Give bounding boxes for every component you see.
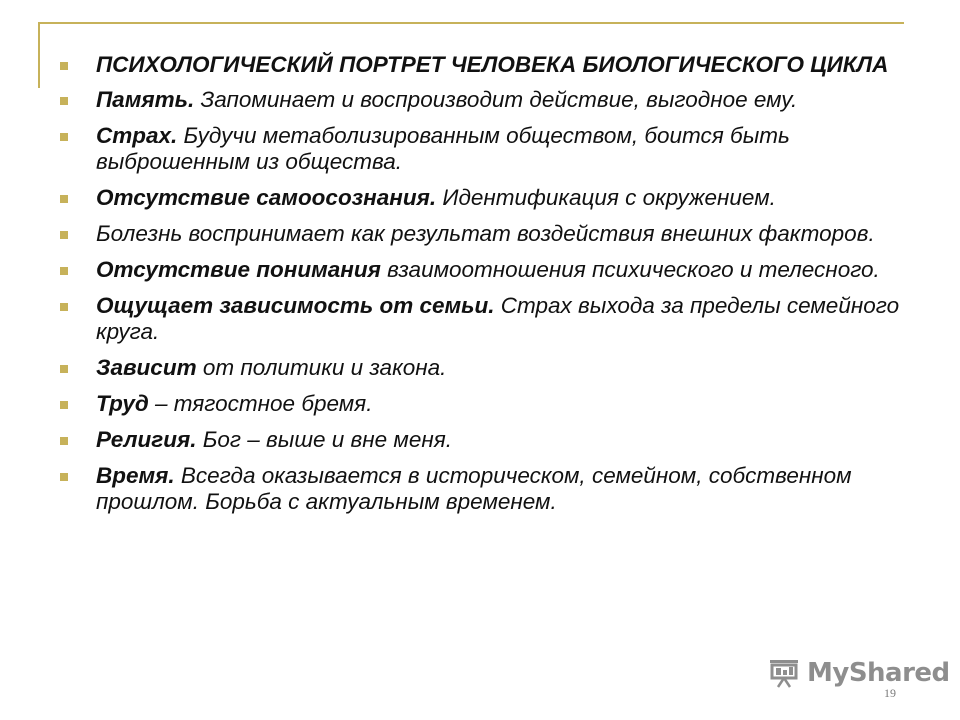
item-description: Всегда оказывается в историческом, семейном, собственном прошлом. Борьба с актуальным временем. (96, 463, 852, 514)
slide-title (60, 52, 920, 78)
bullet-marker (60, 401, 68, 409)
item-term: Зависит (96, 355, 197, 380)
left-decor-line (38, 22, 40, 88)
list-item-understanding (60, 257, 920, 283)
list-item-family (60, 293, 920, 345)
list-item-memory (60, 87, 920, 113)
bullet-marker (60, 231, 68, 239)
item-term: Религия. (96, 427, 197, 452)
item-term: Труд (96, 391, 149, 416)
slide-title-text: ПСИХОЛОГИЧЕСКИЙ ПОРТРЕТ ЧЕЛОВЕКА БИОЛОГИЧЕСКОГО ЦИКЛА (96, 52, 889, 77)
item-description: – тягостное бремя. (148, 391, 373, 416)
item-description: Запоминает и воспроизводит действие, выгодное ему. (194, 87, 798, 112)
item-description: Бог – выше и вне меня. (196, 427, 453, 452)
list-item-self-awareness (60, 185, 920, 211)
item-term: Память. (96, 87, 195, 112)
bullet-marker (60, 473, 68, 481)
item-term: Отсутствие самоосознания. (96, 185, 437, 210)
item-term: Ощущает зависимость от семьи. (96, 293, 495, 318)
item-term: Время. (96, 463, 175, 488)
slide-number: 19 (884, 686, 896, 700)
list-item-religion (60, 427, 920, 453)
item-description: взаимоотношения психического и телесного. (380, 257, 880, 282)
list-item-time (60, 463, 920, 515)
bullet-marker (60, 303, 68, 311)
projector-screen-icon (767, 656, 801, 690)
item-term: Страх. (96, 123, 178, 148)
bullet-marker (60, 365, 68, 373)
item-description: Болезнь воспринимает как результат воздействия внешних факторов. (96, 221, 875, 246)
bullet-marker (60, 97, 68, 105)
item-description: от политики и закона. (196, 355, 447, 380)
bullet-marker (60, 437, 68, 445)
item-description: Будучи метаболизированным обществом, боится быть выброшенным из общества. (96, 123, 790, 174)
list-item-fear (60, 123, 920, 175)
top-decor-line (38, 22, 904, 24)
list-item-politics (60, 355, 920, 381)
watermark (767, 655, 950, 691)
list-item-illness (60, 221, 920, 247)
bullet-marker (60, 62, 68, 70)
bullet-marker (60, 267, 68, 275)
item-term: Отсутствие понимания (96, 257, 381, 282)
watermark-text: MyShared (807, 658, 950, 688)
item-description: Идентификация с окружением. (436, 185, 776, 210)
list-item-work (60, 391, 920, 417)
bullet-marker (60, 195, 68, 203)
bullet-marker (60, 133, 68, 141)
item-description: Страх выхода за пределы семейного круга. (96, 293, 900, 344)
bullet-list (60, 52, 920, 525)
